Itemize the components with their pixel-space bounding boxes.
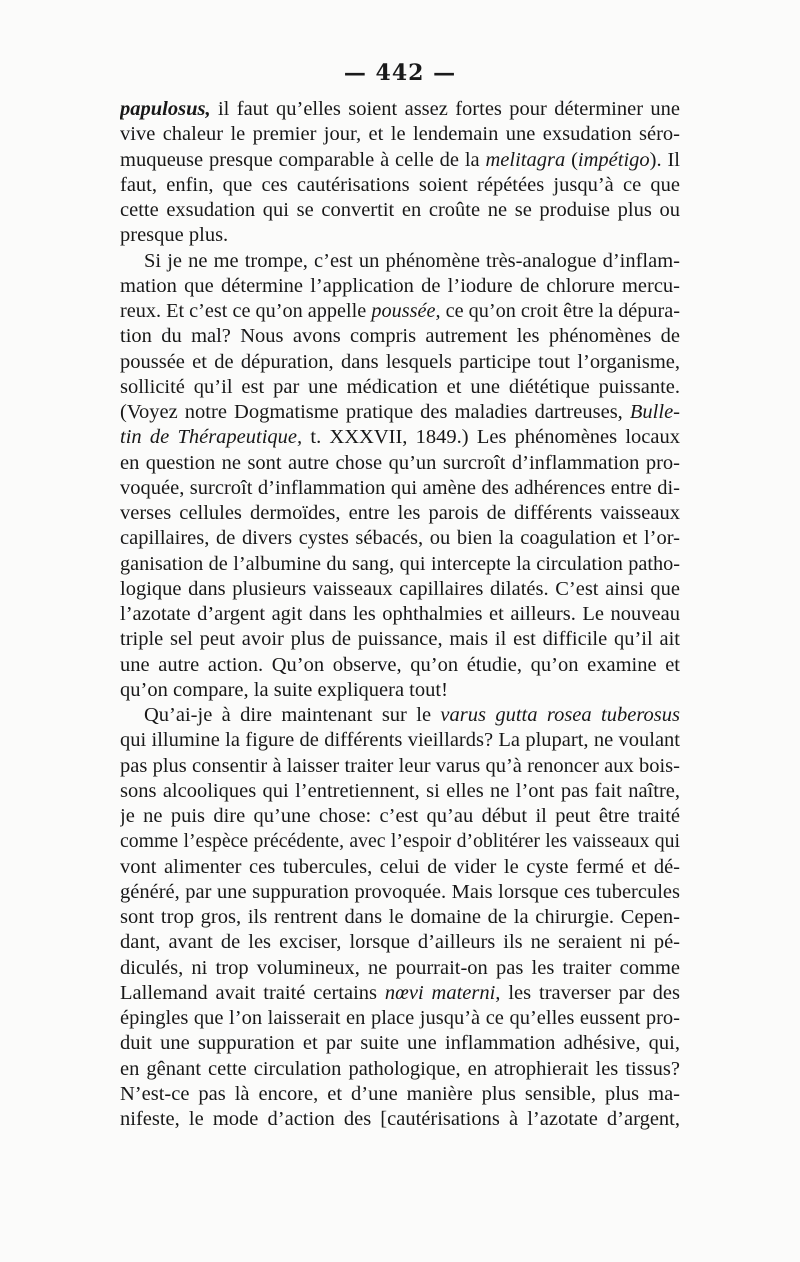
body-text bbox=[120, 97, 680, 1132]
text-line bbox=[120, 577, 680, 602]
text-line bbox=[120, 855, 680, 880]
italic-text: tin de Thérapeutique, bbox=[120, 426, 303, 449]
text-segment: Lallemand avait traité certains bbox=[120, 981, 385, 1004]
italic-text: impétigo bbox=[577, 148, 650, 171]
text-segment: généré, par une suppuration provoquée. Mais lorsque ces tubercules bbox=[120, 880, 680, 903]
italic-text: melitagra bbox=[485, 148, 566, 171]
text-line bbox=[120, 299, 680, 324]
text-segment: tion du mal? Nous avons compris autrement les phénomènes de bbox=[120, 325, 680, 348]
italic-text: poussée, bbox=[371, 300, 441, 322]
text-segment: sons alcooliques qui l’entretiennent, si elles ne l’ont pas fait naître, bbox=[120, 779, 680, 802]
text-segment: verses cellules dermoïdes, entre les parois de différents vaisseaux bbox=[120, 502, 680, 524]
text-segment: en question ne sont autre chose qu’un surcroît d’inflammation pro- bbox=[120, 451, 680, 474]
text-segment: vont alimenter ces tubercules, celui de vider le cyste fermé et dé- bbox=[120, 855, 680, 878]
italic-text: Bulle- bbox=[629, 401, 680, 423]
text-line bbox=[120, 1057, 680, 1082]
text-segment: Si je ne me trompe, c’est un phénomène très-analogue d’inflam- bbox=[144, 249, 680, 272]
text-line bbox=[120, 223, 680, 248]
text-line bbox=[120, 173, 680, 198]
text-segment: nifeste, le mode d’action des [cautérisations à l’azotate d’argent, bbox=[120, 1108, 680, 1130]
text-segment: sollicité qu’il est par une médication et une diététique puissante. bbox=[120, 375, 680, 398]
text-segment: ce qu’on croit être la dépura- bbox=[440, 300, 680, 322]
text-segment: Qu’ai-je à dire maintenant sur le bbox=[144, 704, 441, 726]
text-line bbox=[120, 274, 680, 299]
text-segment: ). Il bbox=[649, 148, 680, 171]
text-line bbox=[120, 880, 680, 905]
text-line bbox=[120, 375, 680, 400]
text-segment: une autre action. Qu’on observe, qu’on étudie, qu’on examine et bbox=[120, 653, 680, 676]
text-segment: diculés, ni trop volumineux, ne pourrait-on pas les traiter comme bbox=[120, 956, 680, 979]
text-line bbox=[120, 1006, 680, 1031]
page-number: — 442 — bbox=[343, 60, 457, 86]
text-line bbox=[120, 97, 680, 122]
text-line bbox=[120, 350, 680, 375]
text-line bbox=[120, 602, 680, 627]
text-line bbox=[120, 198, 680, 223]
text-line bbox=[120, 148, 680, 173]
text-line bbox=[120, 678, 680, 703]
text-segment: ganisation de l’albumine du sang, qui intercepte la circulation patho- bbox=[120, 552, 680, 575]
text-segment: mation que détermine l’application de l’iodure de chlorure mercu- bbox=[120, 274, 680, 297]
text-segment: presque plus. bbox=[120, 224, 229, 247]
text-line bbox=[120, 703, 680, 728]
text-segment: les traverser par des bbox=[500, 981, 680, 1004]
italic-text: nœvi materni, bbox=[384, 981, 501, 1004]
text-segment: poussée et de dépuration, dans lesquels participe tout l’organisme, bbox=[120, 350, 680, 373]
text-segment: ( bbox=[565, 148, 578, 171]
text-line bbox=[120, 400, 680, 425]
text-segment: en gênant cette circulation pathologique, en atrophierait les tissus? bbox=[120, 1057, 680, 1080]
text-segment: (Voyez notre Dogmatisme pratique des maladies dartreuses, bbox=[120, 401, 630, 423]
text-line bbox=[120, 425, 680, 450]
text-segment: logique dans plusieurs vaisseaux capillaires dilatés. C’est ainsi que bbox=[120, 577, 680, 600]
text-line bbox=[120, 653, 680, 678]
text-segment: faut, enfin, que ces cautérisations soient répétées jusqu’à ce que bbox=[120, 173, 680, 196]
text-segment: N’est-ce pas là encore, et d’une manière plus sensible, plus ma- bbox=[120, 1082, 680, 1105]
text-line bbox=[120, 627, 680, 652]
text-line bbox=[120, 829, 680, 854]
text-segment: sont trop gros, ils rentrent dans le domaine de la chirurgie. Cepen- bbox=[120, 906, 680, 928]
text-segment: duit une suppuration et par suite une inflammation adhésive, qui, bbox=[120, 1032, 680, 1055]
text-segment: cette exsudation qui se convertit en croûte ne se produise plus ou bbox=[120, 199, 680, 221]
text-line bbox=[120, 552, 680, 577]
text-line bbox=[120, 324, 680, 349]
text-segment: capillaires, de divers cystes sébacés, ou bien la coagulation et l’or- bbox=[120, 527, 680, 550]
text-line bbox=[120, 451, 680, 476]
text-line bbox=[120, 122, 680, 147]
text-line bbox=[120, 476, 680, 501]
text-segment: il faut qu’elles soient assez fortes pour déterminer une bbox=[210, 98, 680, 120]
text-segment: triple sel peut avoir plus de puissance, mais il est difficile qu’il ait bbox=[120, 628, 680, 651]
text-line bbox=[120, 501, 680, 526]
text-line bbox=[120, 728, 680, 753]
text-line bbox=[120, 981, 680, 1006]
text-line bbox=[120, 905, 680, 930]
text-segment: voquée, surcroît d’inflammation qui amène des adhérences entre di- bbox=[120, 476, 680, 499]
text-line bbox=[120, 779, 680, 804]
italic-text: varus gutta rosea tuberosus bbox=[440, 704, 680, 726]
text-line bbox=[120, 1107, 680, 1132]
text-segment: comme l’espèce précédente, avec l’espoir d’oblitérer les vaisseaux qui bbox=[120, 830, 680, 853]
text-segment: vive chaleur le premier jour, et le lendemain une exsudation séro- bbox=[120, 123, 680, 146]
text-segment: dant, avant de les exciser, lorsque d’ailleurs ils ne seraient ni pé- bbox=[120, 931, 680, 954]
text-segment: l’azotate d’argent agit dans les ophthalmies et ailleurs. Le nouveau bbox=[120, 603, 680, 625]
text-line bbox=[120, 249, 680, 274]
text-segment: reux. Et c’est ce qu’on appelle bbox=[120, 300, 372, 322]
text-segment: pas plus consentir à laisser traiter leur varus qu’à renoncer aux bois- bbox=[120, 754, 680, 777]
text-segment: t. XXXVII, 1849.) Les phénomènes locaux bbox=[302, 426, 680, 449]
text-line bbox=[120, 930, 680, 955]
text-line bbox=[120, 1082, 680, 1107]
text-segment: épingles que l’on laisserait en place jusqu’à ce qu’elles eussent pro- bbox=[120, 1007, 680, 1029]
text-segment: muqueuse presque comparable à celle de la bbox=[120, 148, 486, 171]
text-segment: qu’on compare, la suite expliquera tout! bbox=[120, 678, 448, 701]
text-segment: je ne puis dire qu’une chose: c’est qu’au début il peut être traité bbox=[120, 805, 680, 827]
text-line bbox=[120, 754, 680, 779]
text-line bbox=[120, 1031, 680, 1056]
text-segment: qui illumine la figure de différents vieillards? La plupart, ne voulant bbox=[120, 729, 680, 752]
text-line bbox=[120, 956, 680, 981]
text-line bbox=[120, 804, 680, 829]
text-line bbox=[120, 526, 680, 551]
italic-text: papulosus, bbox=[120, 98, 211, 120]
